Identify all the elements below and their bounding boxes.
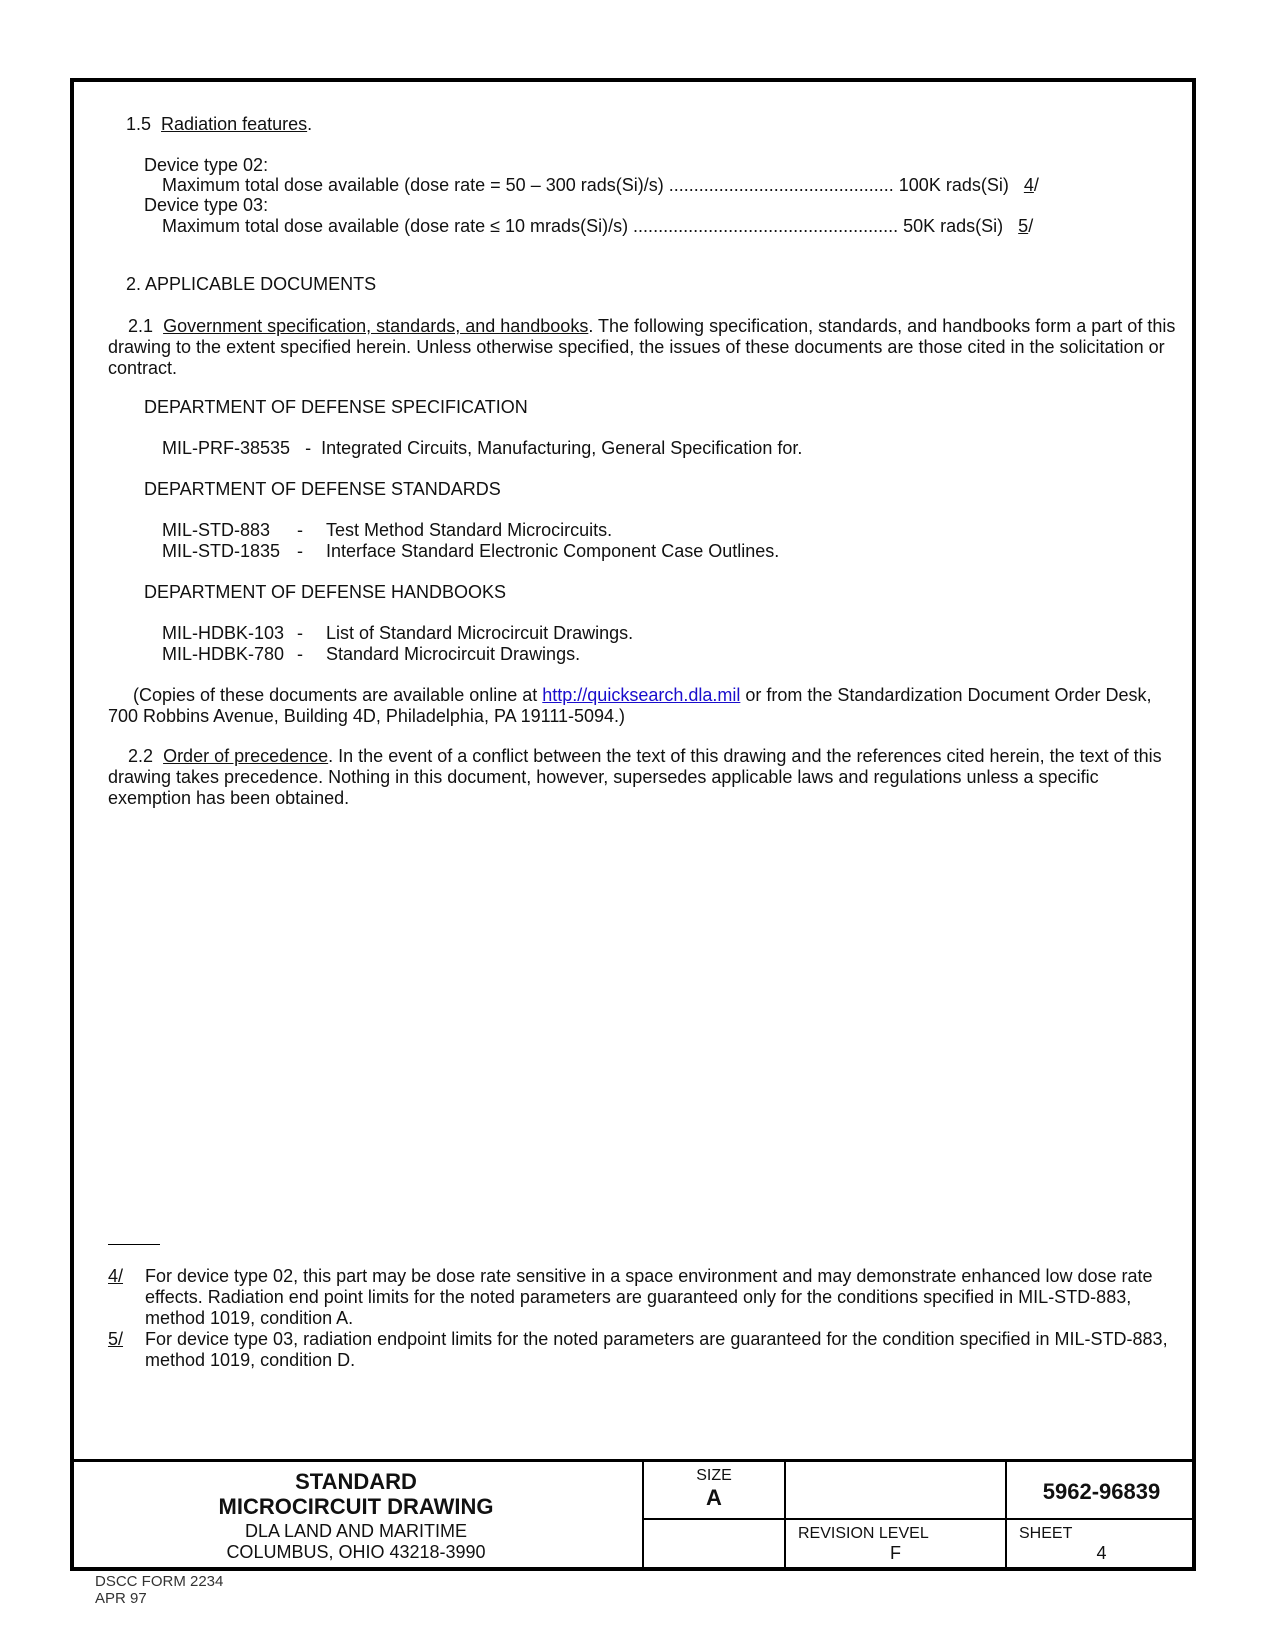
device-02-dose-line: Maximum total dose available (dose rate = 50 – 300 rads(Si)/s) ............................................. 100K rads(Si) 4/: [162, 175, 1039, 195]
quicksearch-link[interactable]: http://quicksearch.dla.mil: [542, 685, 741, 705]
footnote-separator: [108, 1244, 160, 1245]
section-1-5-heading: 1.5 Radiation features.: [126, 114, 313, 134]
std-doc-desc: Interface Standard Electronic Component Case Outlines.: [326, 541, 780, 561]
title-block: [70, 1459, 1196, 1571]
device-02-label: Device type 02:: [144, 155, 269, 175]
std-doc-id: MIL-STD-1835: [162, 541, 281, 561]
std-doc-id: MIL-STD-883: [162, 520, 271, 540]
drawing-number: 5962-96839: [1042, 1479, 1161, 1504]
copies-paragraph: (Copies of these documents are available online at http://quicksearch.dla.mil or from the Standardization Document Order Desk, 700 Robbins Avenue, Building 4D, Philadelphia, PA 19111-5094.): [108, 685, 1152, 726]
drawing-title-microcircuit: MICROCIRCUIT DRAWING: [218, 1494, 494, 1519]
hdbk-doc-desc: Standard Microcircuit Drawings.: [326, 644, 581, 664]
section-2-heading: 2. APPLICABLE DOCUMENTS: [126, 274, 377, 294]
dod-spec-heading: DEPARTMENT OF DEFENSE SPECIFICATION: [144, 397, 528, 417]
agency-address: COLUMBUS, OHIO 43218-3990: [226, 1542, 486, 1562]
footnote-ref-4[interactable]: 4: [1023, 175, 1034, 195]
section-2-2-heading: Order of precedence: [163, 746, 329, 766]
footnote-mark: 5/: [108, 1329, 124, 1349]
device-03-label: Device type 03:: [144, 195, 269, 215]
hdbk-doc-dash: -: [297, 623, 303, 643]
std-doc-dash: -: [297, 520, 303, 540]
revision-level-label: REVISION LEVEL: [798, 1525, 929, 1542]
footnote-text: For device type 03, radiation endpoint limits for the noted parameters are guaranteed for the condition specified in MIL-STD-883, method 1019, condition D.: [145, 1329, 1168, 1370]
dod-std-heading: DEPARTMENT OF DEFENSE STANDARDS: [144, 479, 501, 499]
std-doc-desc: Test Method Standard Microcircuits.: [326, 520, 613, 540]
form-date: APR 97: [95, 1590, 147, 1607]
section-2-1-paragraph: 2.1 Government specification, standards, and handbooks. The following specification, standards, and handbooks form a part of this drawing to the extent specified herein. Unless otherwise specified, the issues of these documents are those cited in the solicitation or contract.: [108, 316, 1176, 378]
spec-doc-row: MIL-PRF-38535 - Integrated Circuits, Manufacturing, General Specification for.: [162, 438, 803, 458]
hdbk-doc-id: MIL-HDBK-103: [162, 623, 285, 643]
agency-name: DLA LAND AND MARITIME: [244, 1521, 468, 1541]
title-block-top-rule: [70, 1459, 1196, 1462]
footnote-text: For device type 02, this part may be dose rate sensitive in a space environment and may demonstrate enhanced low dose rate effects. Radiation end point limits for the noted parameters are guaranteed only for the conditions specified in MIL-STD-883, method 1019, condition A.: [145, 1266, 1153, 1328]
dod-hdbk-heading: DEPARTMENT OF DEFENSE HANDBOOKS: [144, 582, 507, 602]
sheet-label: SHEET: [1019, 1525, 1073, 1542]
section-2-1-heading: Government specification, standards, and handbooks: [163, 316, 589, 336]
std-doc-dash: -: [297, 541, 303, 561]
footnote-ref-5[interactable]: 5: [1018, 216, 1029, 236]
revision-level-value: F: [890, 1543, 901, 1563]
section-2-2-paragraph: 2.2 Order of precedence. In the event of a conflict between the text of this drawing and the references cited herein, the text of this drawing takes precedence. Nothing in this document, however, supersedes applicable laws and regulations unless a specific exemption has been obtained.: [108, 746, 1162, 808]
title-block-mid-rule: [642, 1518, 1196, 1520]
device-03-dose-line: Maximum total dose available (dose rate ≤ 10 mrads(Si)/s) ..................................................... 50K rads(Si) 5/: [162, 216, 1034, 236]
size-value: A: [706, 1485, 722, 1510]
footnote-mark: 4/: [108, 1266, 124, 1286]
sheet-number: 4: [1096, 1543, 1107, 1563]
hdbk-doc-desc: List of Standard Microcircuit Drawings.: [326, 623, 634, 643]
form-number: DSCC FORM 2234: [95, 1573, 224, 1590]
size-label: SIZE: [696, 1467, 732, 1484]
footnote-4: [108, 1266, 1168, 1329]
hdbk-doc-dash: -: [297, 644, 303, 664]
hdbk-doc-id: MIL-HDBK-780: [162, 644, 285, 664]
drawing-title-standard: STANDARD: [295, 1469, 417, 1494]
footnote-5: [108, 1329, 1168, 1371]
